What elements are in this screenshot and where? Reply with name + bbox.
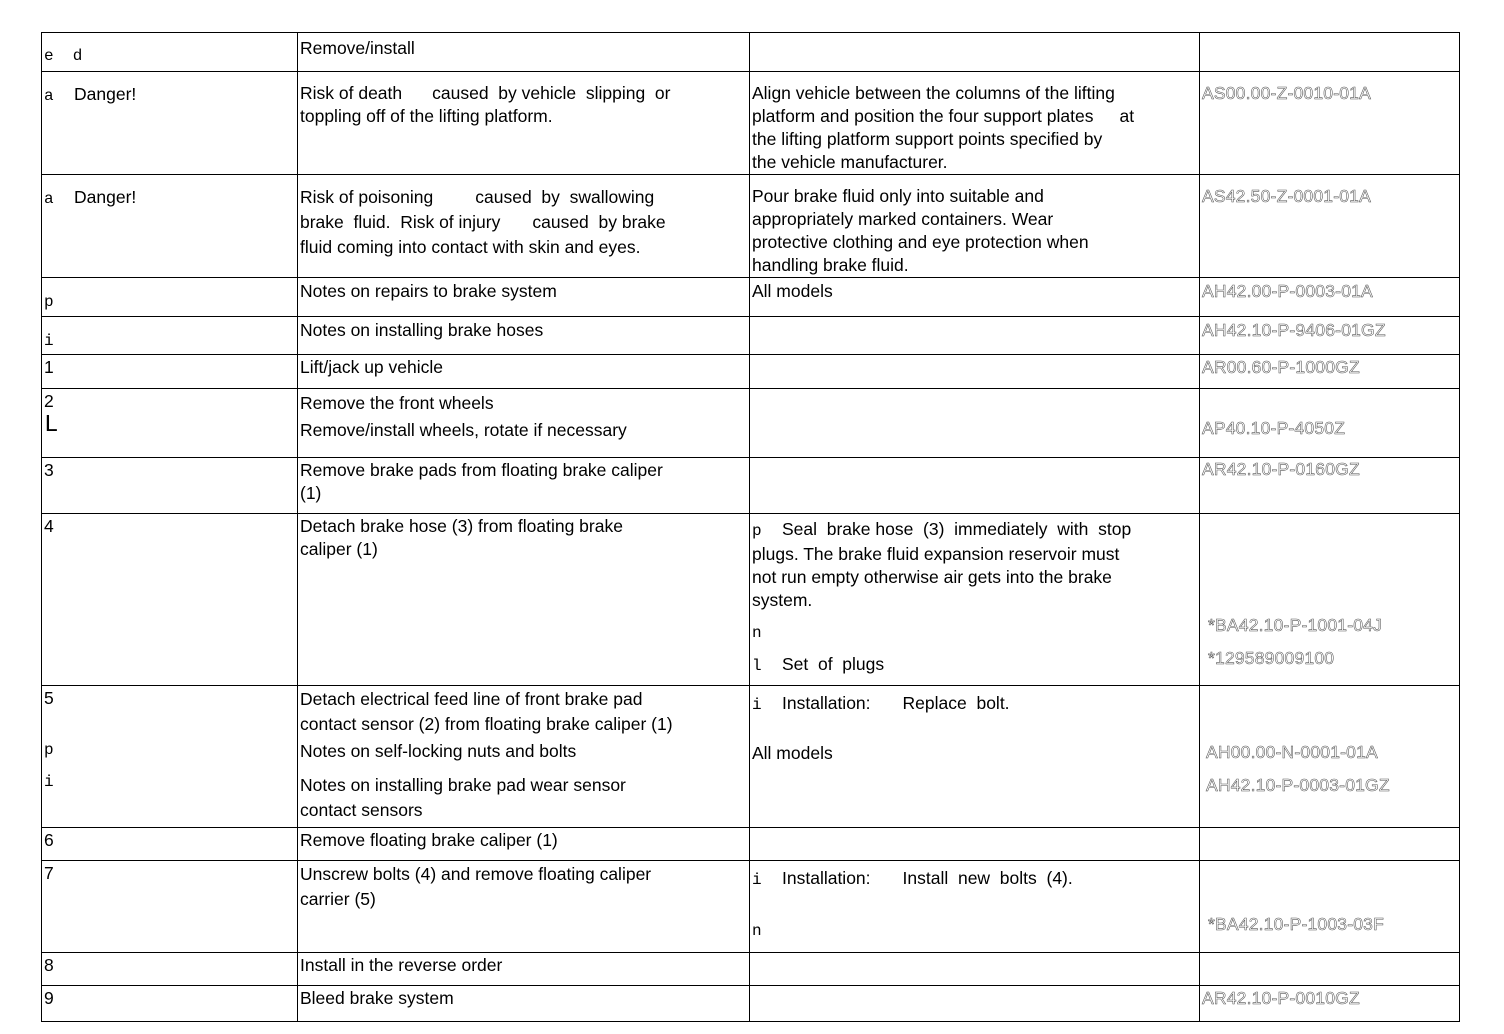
reference-link[interactable]: AP40.10-P-4050Z [1202,418,1346,438]
repair-procedure-table [41,32,1460,1022]
reference-link[interactable]: *BA42.10-P-1001-04J [1208,615,1383,635]
info-symbol: i [752,696,762,714]
step-number: 6 [44,830,54,850]
notes-text: appropriately marked containers. Wear [752,209,1054,229]
table-row [42,175,1460,278]
action-text: Unscrew bolts (4) and remove floating caliper [300,864,652,884]
action-text: Risk of death [300,83,403,103]
notes-text: handling brake fluid. [752,255,909,275]
action-text: brake fluid. Risk of injury [300,212,501,232]
danger-symbol: a [44,190,54,208]
danger-label: Danger! [74,187,137,207]
notes-text: platform and position the four support plates [752,106,1094,126]
action-text: Remove brake pads from floating brake caliper [300,460,663,480]
tool-symbol: n [752,624,762,642]
action-text: Notes on self-locking nuts and bolts [300,741,577,761]
table-row [42,686,1460,828]
step-number: 2 [44,391,54,411]
info-symbol: i [44,332,54,350]
installation-label: Installation: [782,693,871,713]
table-row [42,355,1460,389]
table-row [42,986,1460,1022]
notes-text: plugs. The brake fluid expansion reservoir must [752,544,1120,564]
action-text: Notes on repairs to brake system [300,281,557,301]
notes-symbol: p [44,741,54,759]
action-text: carrier (5) [300,889,376,909]
installation-label: Installation: [782,868,871,888]
reference-link[interactable]: AH42.00-P-0003-01A [1202,281,1373,301]
reference-link[interactable]: AS00.00-Z-0010-01A [1202,83,1371,103]
action-text: contact sensor (2) from floating brake caliper (1) [300,714,673,734]
reference-link[interactable]: AH42.10-P-9406-01GZ [1202,320,1386,340]
tool-symbol: l [752,657,762,675]
notes-text: not run empty otherwise air gets into the brake [752,567,1112,587]
step-number: 1 [44,357,54,377]
notes-symbol: p [44,293,54,311]
tool-symbol: n [752,922,762,940]
installation-text: Install new bolts (4). [902,868,1073,888]
notes-text: Align vehicle between the columns of the lifting [752,83,1115,103]
info-symbol: i [752,871,762,889]
notes-text: All models [752,281,833,301]
action-text: fluid coming into contact with skin and eyes. [300,237,641,257]
table-row [42,514,1460,686]
reference-link[interactable]: AH00.00-N-0001-01A [1206,742,1378,762]
table-row [42,458,1460,514]
step-number: 3 [44,460,54,480]
step-marker: e d [44,47,83,65]
action-text: Notes on installing brake pad wear sensor [300,775,626,795]
wheel-symbol: L [44,412,59,439]
step-number: 5 [44,688,54,708]
table-row [42,953,1460,986]
reference-link[interactable]: AH42.10-P-0003-01GZ [1206,775,1390,795]
reference-link[interactable]: AR00.60-P-1000GZ [1202,357,1360,377]
table-row [42,389,1460,458]
notes-text: All models [752,743,833,763]
step-number: 9 [44,988,54,1008]
action-text: (1) [300,483,322,503]
action-text: Remove the front wheels [300,393,494,413]
notes-text: Seal brake hose (3) immediately with stop [782,519,1132,539]
notes-text: Pour brake fluid only into suitable and [752,186,1044,206]
danger-symbol: a [44,87,54,105]
step-number: 8 [44,955,54,975]
table-row [42,72,1460,175]
table-row [42,861,1460,953]
action-text: Detach brake hose (3) from floating brake [300,516,623,536]
action-text: toppling off of the lifting platform. [300,106,553,126]
action-text: contact sensors [300,800,423,820]
action-text: Remove/install [300,38,415,58]
notes-text: at [1119,106,1135,126]
installation-text: Replace bolt. [902,693,1010,713]
reference-link[interactable]: *129589009100 [1208,648,1335,668]
notes-text: system. [752,590,813,610]
action-text: Install in the reverse order [300,955,503,975]
action-text: Bleed brake system [300,988,454,1008]
reference-link[interactable]: AR42.10-P-0010GZ [1202,988,1360,1008]
reference-link[interactable]: AS42.50-Z-0001-01A [1202,186,1371,206]
action-text: caused by vehicle slipping or [432,83,671,103]
table-row [42,317,1460,355]
action-text: caliper (1) [300,539,378,559]
step-number: 7 [44,863,54,883]
reference-link[interactable]: *BA42.10-P-1003-03F [1208,914,1384,934]
action-text: Detach electrical feed line of front brake pad [300,689,643,709]
table-row [42,278,1460,317]
tool-text: Set of plugs [782,654,885,674]
action-text: Remove floating brake caliper (1) [300,830,558,850]
step-number: 4 [44,516,54,536]
notes-text: the lifting platform support points specified by [752,129,1103,149]
danger-label: Danger! [74,84,137,104]
action-text: Risk of poisoning [300,187,434,207]
reference-link[interactable]: AR42.10-P-0160GZ [1202,459,1360,479]
action-text: caused by swallowing [475,187,655,207]
action-text: Notes on installing brake hoses [300,320,544,340]
action-text: caused by brake [532,212,666,232]
action-text: Lift/jack up vehicle [300,357,443,377]
info-symbol: i [44,773,54,791]
notes-symbol: p [752,522,762,540]
notes-text: protective clothing and eye protection when [752,232,1089,252]
notes-text: the vehicle manufacturer. [752,152,948,172]
table-row [42,828,1460,861]
table-row [42,33,1460,72]
action-text: Remove/install wheels, rotate if necessary [300,420,627,440]
